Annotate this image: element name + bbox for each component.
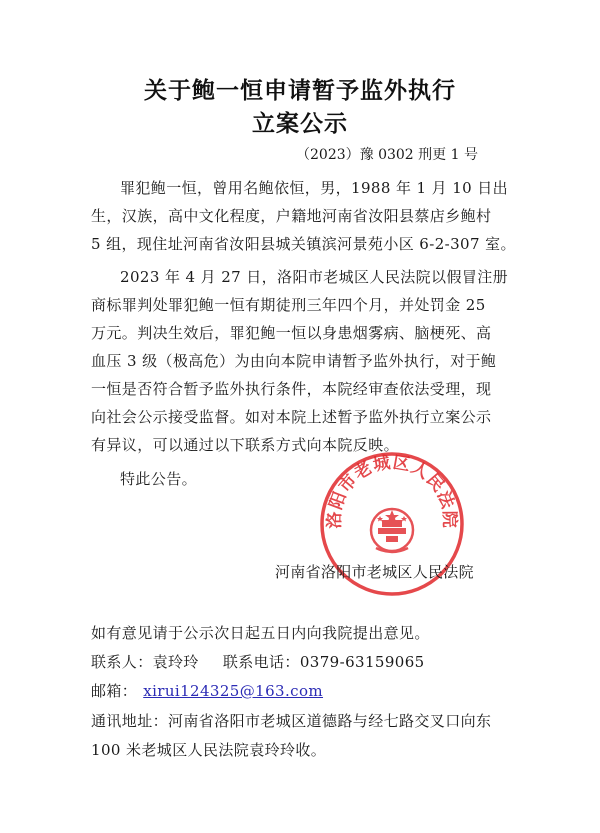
paragraph-2-line: 有异议，可以通过以下联系方式向本院反映。 bbox=[91, 436, 400, 454]
email-label: 邮箱： bbox=[91, 682, 138, 700]
document-subtitle: 立案公示 bbox=[252, 111, 348, 137]
paragraph-1-line: 生，汉族，高中文化程度，户籍地河南省汝阳县蔡店乡鲍村 bbox=[91, 207, 492, 225]
phone-number: 0379-63159065 bbox=[299, 653, 425, 671]
paragraph-1-line: 罪犯鲍一恒，曾用名鲍依恒，男，1988 年 1 月 10 日出 bbox=[120, 179, 509, 197]
document-title: 关于鲍一恒申请暂予监外执行 bbox=[144, 78, 456, 104]
paragraph-2-line: 血压 3 级（极高危）为由向本院申请暂予监外执行，对于鲍 bbox=[91, 352, 497, 370]
closing-text: 特此公告。 bbox=[120, 470, 198, 488]
paragraph-2-line: 2023 年 4 月 27 日，洛阳市老城区人民法院以假冒注册 bbox=[120, 268, 509, 286]
court-name: 河南省洛阳市老城区人民法院 bbox=[275, 563, 474, 581]
paragraph-1-line: 5 组，现住址河南省汝阳县城关镇滨河景苑小区 6-2-307 室。 bbox=[91, 235, 516, 253]
paragraph-2-line: 向社会公示接受监督。如对本院上述暂予监外执行立案公示 bbox=[91, 408, 492, 426]
paragraph-2-line: 一恒是否符合暂予监外执行条件，本院经审查依法受理，现 bbox=[91, 380, 492, 398]
address-line: 通讯地址：河南省洛阳市老城区道德路与经七路交叉口向东 bbox=[91, 712, 492, 730]
paragraph-2-line: 商标罪判处罪犯鲍一恒有期徒刑三年四个月，并处罚金 25 bbox=[91, 296, 486, 314]
case-number: （2023）豫 0302 刑更 1 号 bbox=[296, 147, 478, 163]
contact-label: 联系人： bbox=[91, 653, 153, 671]
paragraph-2-line: 万元。判决生效后，罪犯鲍一恒以身患烟雾病、脑梗死、高 bbox=[91, 324, 492, 342]
contact-row bbox=[91, 651, 425, 672]
email-link[interactable]: xirui124325@163.com bbox=[143, 682, 324, 700]
seal-text: 洛阳市老城区人民法院 bbox=[324, 452, 460, 529]
feedback-notice: 如有意见请于公示次日起五日内向我院提出意见。 bbox=[91, 624, 430, 642]
email-row bbox=[91, 680, 323, 701]
address-line: 100 米老城区人民法院袁玲玲收。 bbox=[91, 741, 327, 759]
contact-name: 袁玲玲 bbox=[152, 653, 199, 671]
phone-label: 联系电话： bbox=[222, 653, 300, 671]
